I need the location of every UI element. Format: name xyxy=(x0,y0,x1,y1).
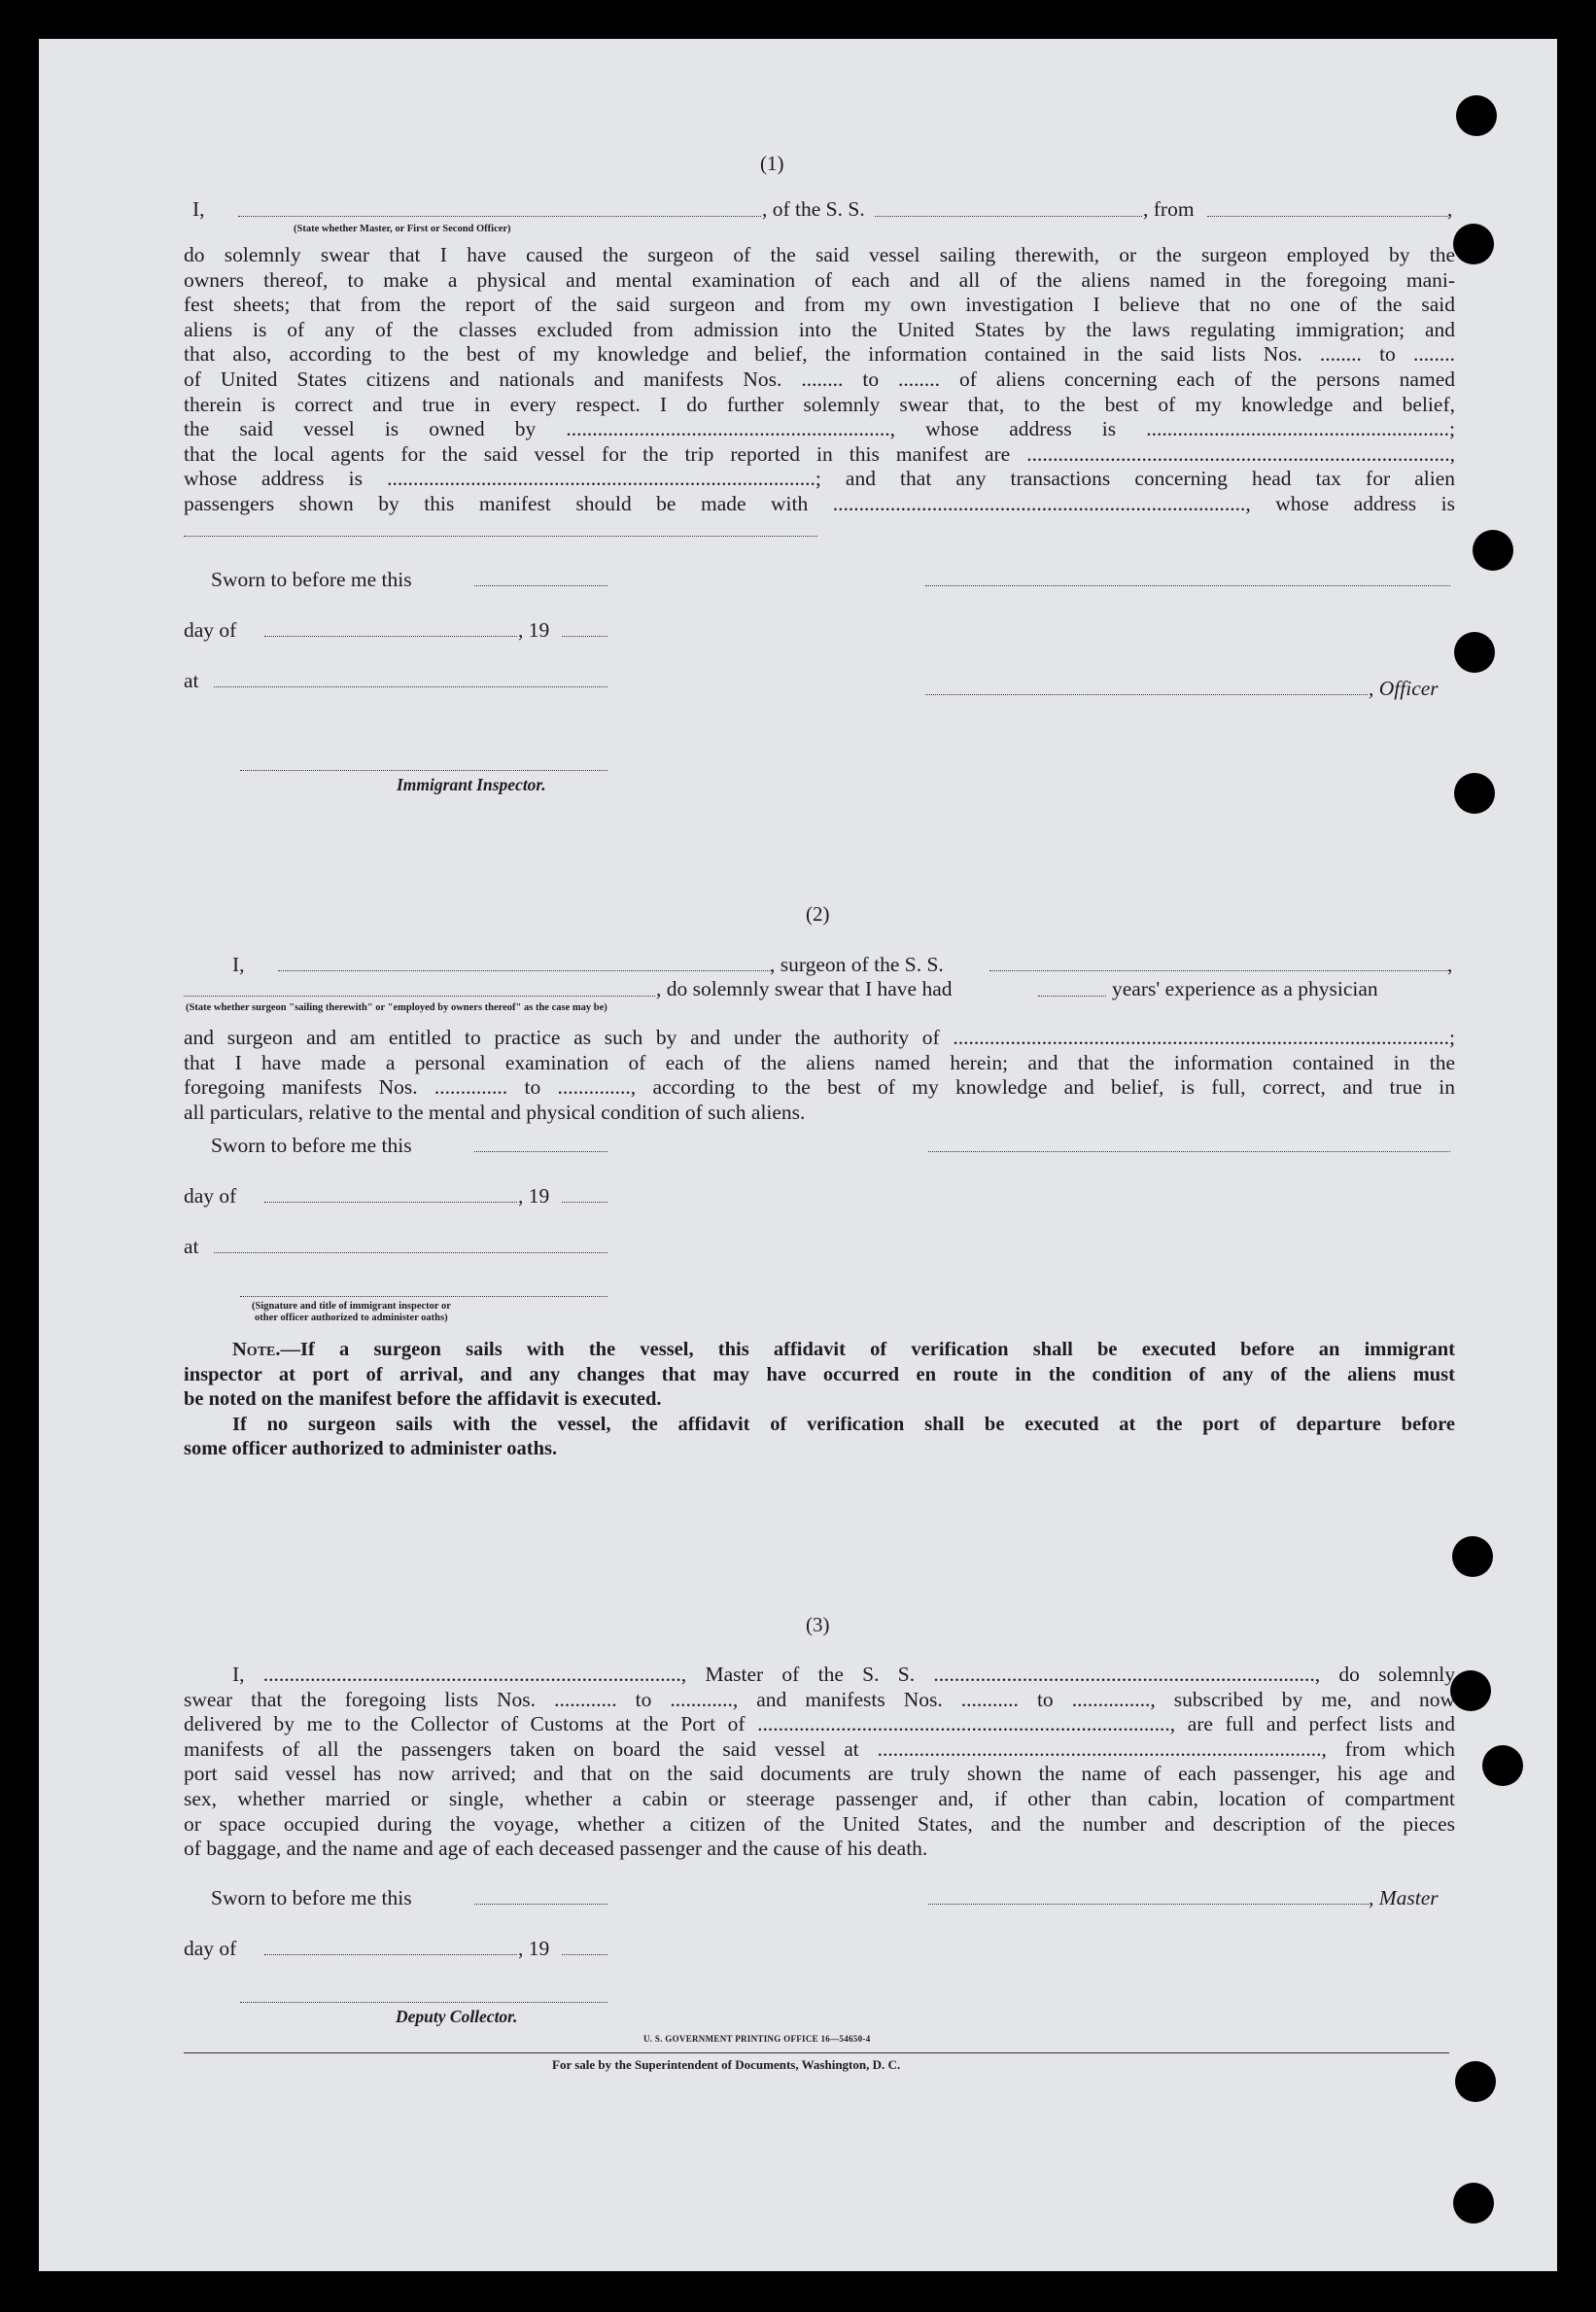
deputy-collector-label: Deputy Collector. xyxy=(396,2007,518,2026)
at-label-2: at xyxy=(184,1235,199,1258)
surgeon-status-instruction: (State whether surgeon "sailing therewith" or "employed by owners thereof" as the case may be) xyxy=(186,1002,607,1013)
section-3-line-5: port said vessel has now arrived; and that on the said documents are truly shown the name of each passenger, his age and xyxy=(184,1762,1455,1786)
section-3-line-1: I, ................................................................................, Master of the S. S. ........................................................................., do solemnly xyxy=(232,1663,1455,1686)
sworn-label: Sworn to before me this xyxy=(211,568,412,591)
master-officer-instruction: (State whether Master, or First or Second Officer) xyxy=(294,224,511,234)
address-continuation-field[interactable] xyxy=(184,536,817,537)
sworn-label-2: Sworn to before me this xyxy=(211,1134,412,1157)
section-2-number: (2) xyxy=(806,902,830,926)
years-field[interactable] xyxy=(1038,996,1106,997)
section-1-i: I, xyxy=(192,197,205,221)
printing-office-line: U. S. GOVERNMENT PRINTING OFFICE 16—54650-4 xyxy=(643,2034,871,2044)
section-3-line-8: of baggage, and the name and age of each deceased passenger and the cause of his death. xyxy=(184,1837,928,1861)
sworn-date-field-3[interactable] xyxy=(474,1904,607,1905)
year-field-2[interactable] xyxy=(562,1202,607,1203)
deputy-collector-signature-field[interactable] xyxy=(240,2002,607,2003)
section-3-line-6: sex, whether married or single, whether a cabin or steerage passenger and, if other than cabin, location of compartment xyxy=(184,1787,1455,1810)
immigrant-inspector-label: Immigrant Inspector. xyxy=(397,775,546,794)
from-label: , from xyxy=(1143,197,1195,221)
section-3-line-2: swear that the foregoing lists Nos. ............ to ............, and manifests Nos. ........... to ..............., subscribed by me, and now xyxy=(184,1687,1455,1711)
section-1-line-3: fest sheets; that from the report of the said surgeon and from my own investigation I believe that no one of the said xyxy=(184,293,1455,317)
day-of-label: day of xyxy=(184,618,237,642)
day-of-label-3: day of xyxy=(184,1937,237,1960)
inspector-signature-field[interactable] xyxy=(240,770,607,771)
note-line-5: some officer authorized to administer oaths. xyxy=(184,1438,558,1460)
vessel-name-field[interactable] xyxy=(875,216,1142,217)
authorized-officer-signature-field[interactable] xyxy=(240,1296,607,1297)
year-field[interactable] xyxy=(562,636,607,637)
year-field-3[interactable] xyxy=(562,1954,607,1955)
officer-signature-field[interactable] xyxy=(925,585,1450,586)
punch-hole xyxy=(1453,224,1494,264)
surgeon-name-field[interactable] xyxy=(278,970,774,971)
year-label-3: , 19 xyxy=(518,1937,550,1960)
punch-hole xyxy=(1452,1536,1493,1577)
punch-hole xyxy=(1482,1745,1523,1786)
surgeon-signature-field[interactable] xyxy=(928,1151,1450,1152)
month-field-2[interactable] xyxy=(264,1202,517,1203)
place-field-2[interactable] xyxy=(214,1252,607,1253)
footer-rule xyxy=(184,2052,1449,2053)
section-2-line-4: all particulars, relative to the mental and physical condition of such aliens. xyxy=(184,1100,806,1124)
surgeon-of-label: , surgeon of the S. S. xyxy=(770,953,944,976)
years-experience-label: years' experience as a physician xyxy=(1112,977,1378,1000)
section-1-line-4: aliens is of any of the classes excluded from admission into the United States by the laws regulating immigration; and xyxy=(184,317,1455,341)
signature-title-line-1: (Signature and title of immigrant inspector or xyxy=(252,1301,451,1312)
sworn-date-field[interactable] xyxy=(474,585,607,586)
punch-hole xyxy=(1454,773,1495,814)
punch-hole xyxy=(1456,95,1497,136)
punch-hole xyxy=(1473,530,1513,571)
master-label: , Master xyxy=(1369,1886,1439,1909)
vessel-name-field-2[interactable] xyxy=(989,970,1448,971)
section-1-line-8: the said vessel is owned by .............................................................., whose address is ..........................................................; xyxy=(184,417,1455,441)
note-line-4: If no surgeon sails with the vessel, the affidavit of verification shall be executed at the port of departure before xyxy=(232,1413,1455,1435)
month-field[interactable] xyxy=(264,636,517,637)
section-3-line-4: manifests of all the passengers taken on board the said vessel at ....................................................................................., from which xyxy=(184,1736,1455,1761)
section-1-line-7: therein is correct and true in every respect. I do further solemnly swear that, to the best of my knowledge and belief, xyxy=(184,392,1455,416)
section-2-i: I, xyxy=(232,953,245,976)
note-line-3: be noted on the manifest before the affidavit is executed. xyxy=(184,1388,662,1411)
section-3-line-7: or space occupied during the voyage, whether a citizen of the United States, and the number and description of the pieces xyxy=(184,1811,1455,1836)
at-label: at xyxy=(184,669,199,692)
section-1-line-6: of United States citizens and nationals and manifests Nos. ........ to ........ of aliens concerning each of the persons named xyxy=(184,368,1455,391)
section-1-line-2: owners thereof, to make a physical and mental examination of each and all of the aliens named in the foregoing mani- xyxy=(184,267,1455,292)
punch-hole xyxy=(1455,2061,1496,2102)
officer-rank-field[interactable] xyxy=(238,216,761,217)
note-label: Note. xyxy=(232,1339,281,1360)
section-1-line-9: that the local agents for the said vessel for the trip reported in this manifest are ................................................................................., xyxy=(184,441,1455,466)
surgeon-status-field[interactable] xyxy=(184,996,655,997)
note-line-2: inspector at port of arrival, and any changes that may have occurred en route in the condition of any of the aliens must xyxy=(184,1363,1455,1385)
of-the-ss-label: , of the S. S. xyxy=(762,197,865,221)
officer-title-field[interactable] xyxy=(925,694,1368,695)
signature-title-line-2: other officer authorized to administer oaths) xyxy=(255,1313,448,1323)
year-label: , 19 xyxy=(518,618,550,642)
sworn-date-field-2[interactable] xyxy=(474,1151,607,1152)
officer-label: , Officer xyxy=(1369,677,1439,700)
year-label-2: , 19 xyxy=(518,1184,550,1208)
sworn-label-3: Sworn to before me this xyxy=(211,1886,412,1909)
section-2-line-3: foregoing manifests Nos. .............. to .............., according to the best of my knowledge and belief, is full, correct, and true in xyxy=(184,1075,1455,1100)
comma: , xyxy=(1447,953,1453,976)
section-1-line-10: whose address is ..................................................................................; and that any transactions concerning head tax for alien xyxy=(184,467,1455,491)
section-3-line-3: delivered by me to the Collector of Customs at the Port of ..............................................................................., are full and perfect lists and xyxy=(184,1712,1455,1736)
punch-hole xyxy=(1450,1670,1491,1711)
for-sale-line: For sale by the Superintendent of Documents, Washington, D. C. xyxy=(552,2057,901,2072)
manifest-affidavit-page xyxy=(39,39,1557,2271)
punch-hole xyxy=(1454,632,1495,673)
section-1-line-11: passengers shown by this manifest should be made with ..............................................................................., whose address is xyxy=(184,492,1455,515)
note-line-1 xyxy=(232,1338,1455,1363)
punch-hole xyxy=(1453,2183,1494,2224)
note-line-1-text: —If a surgeon sails with the vessel, this affidavit of verification shall be executed before an immigrant xyxy=(280,1339,1455,1360)
swear-had-label: , do solemnly swear that I have had xyxy=(656,977,953,1000)
section-1-line-1: do solemnly swear that I have caused the surgeon of the said vessel sailing therewith, or the surgeon employed by the xyxy=(184,243,1455,266)
place-field[interactable] xyxy=(214,686,607,687)
day-of-label-2: day of xyxy=(184,1184,237,1208)
month-field-3[interactable] xyxy=(264,1954,517,1955)
departure-port-field[interactable] xyxy=(1207,216,1448,217)
section-2-line-1: and surgeon and am entitled to practice as such by and under the authority of ...............................................................................................; xyxy=(184,1026,1455,1049)
section-3-number: (3) xyxy=(806,1613,830,1636)
section-1-number: (1) xyxy=(760,152,784,175)
section-1-line-5: that also, according to the best of my knowledge and belief, the information contained in the said lists Nos. ........ to ........ xyxy=(184,342,1455,367)
master-signature-field[interactable] xyxy=(928,1904,1369,1905)
comma: , xyxy=(1447,197,1453,221)
section-2-line-2: that I have made a personal examination of each of the aliens named herein; and that the information contained in the xyxy=(184,1050,1455,1074)
